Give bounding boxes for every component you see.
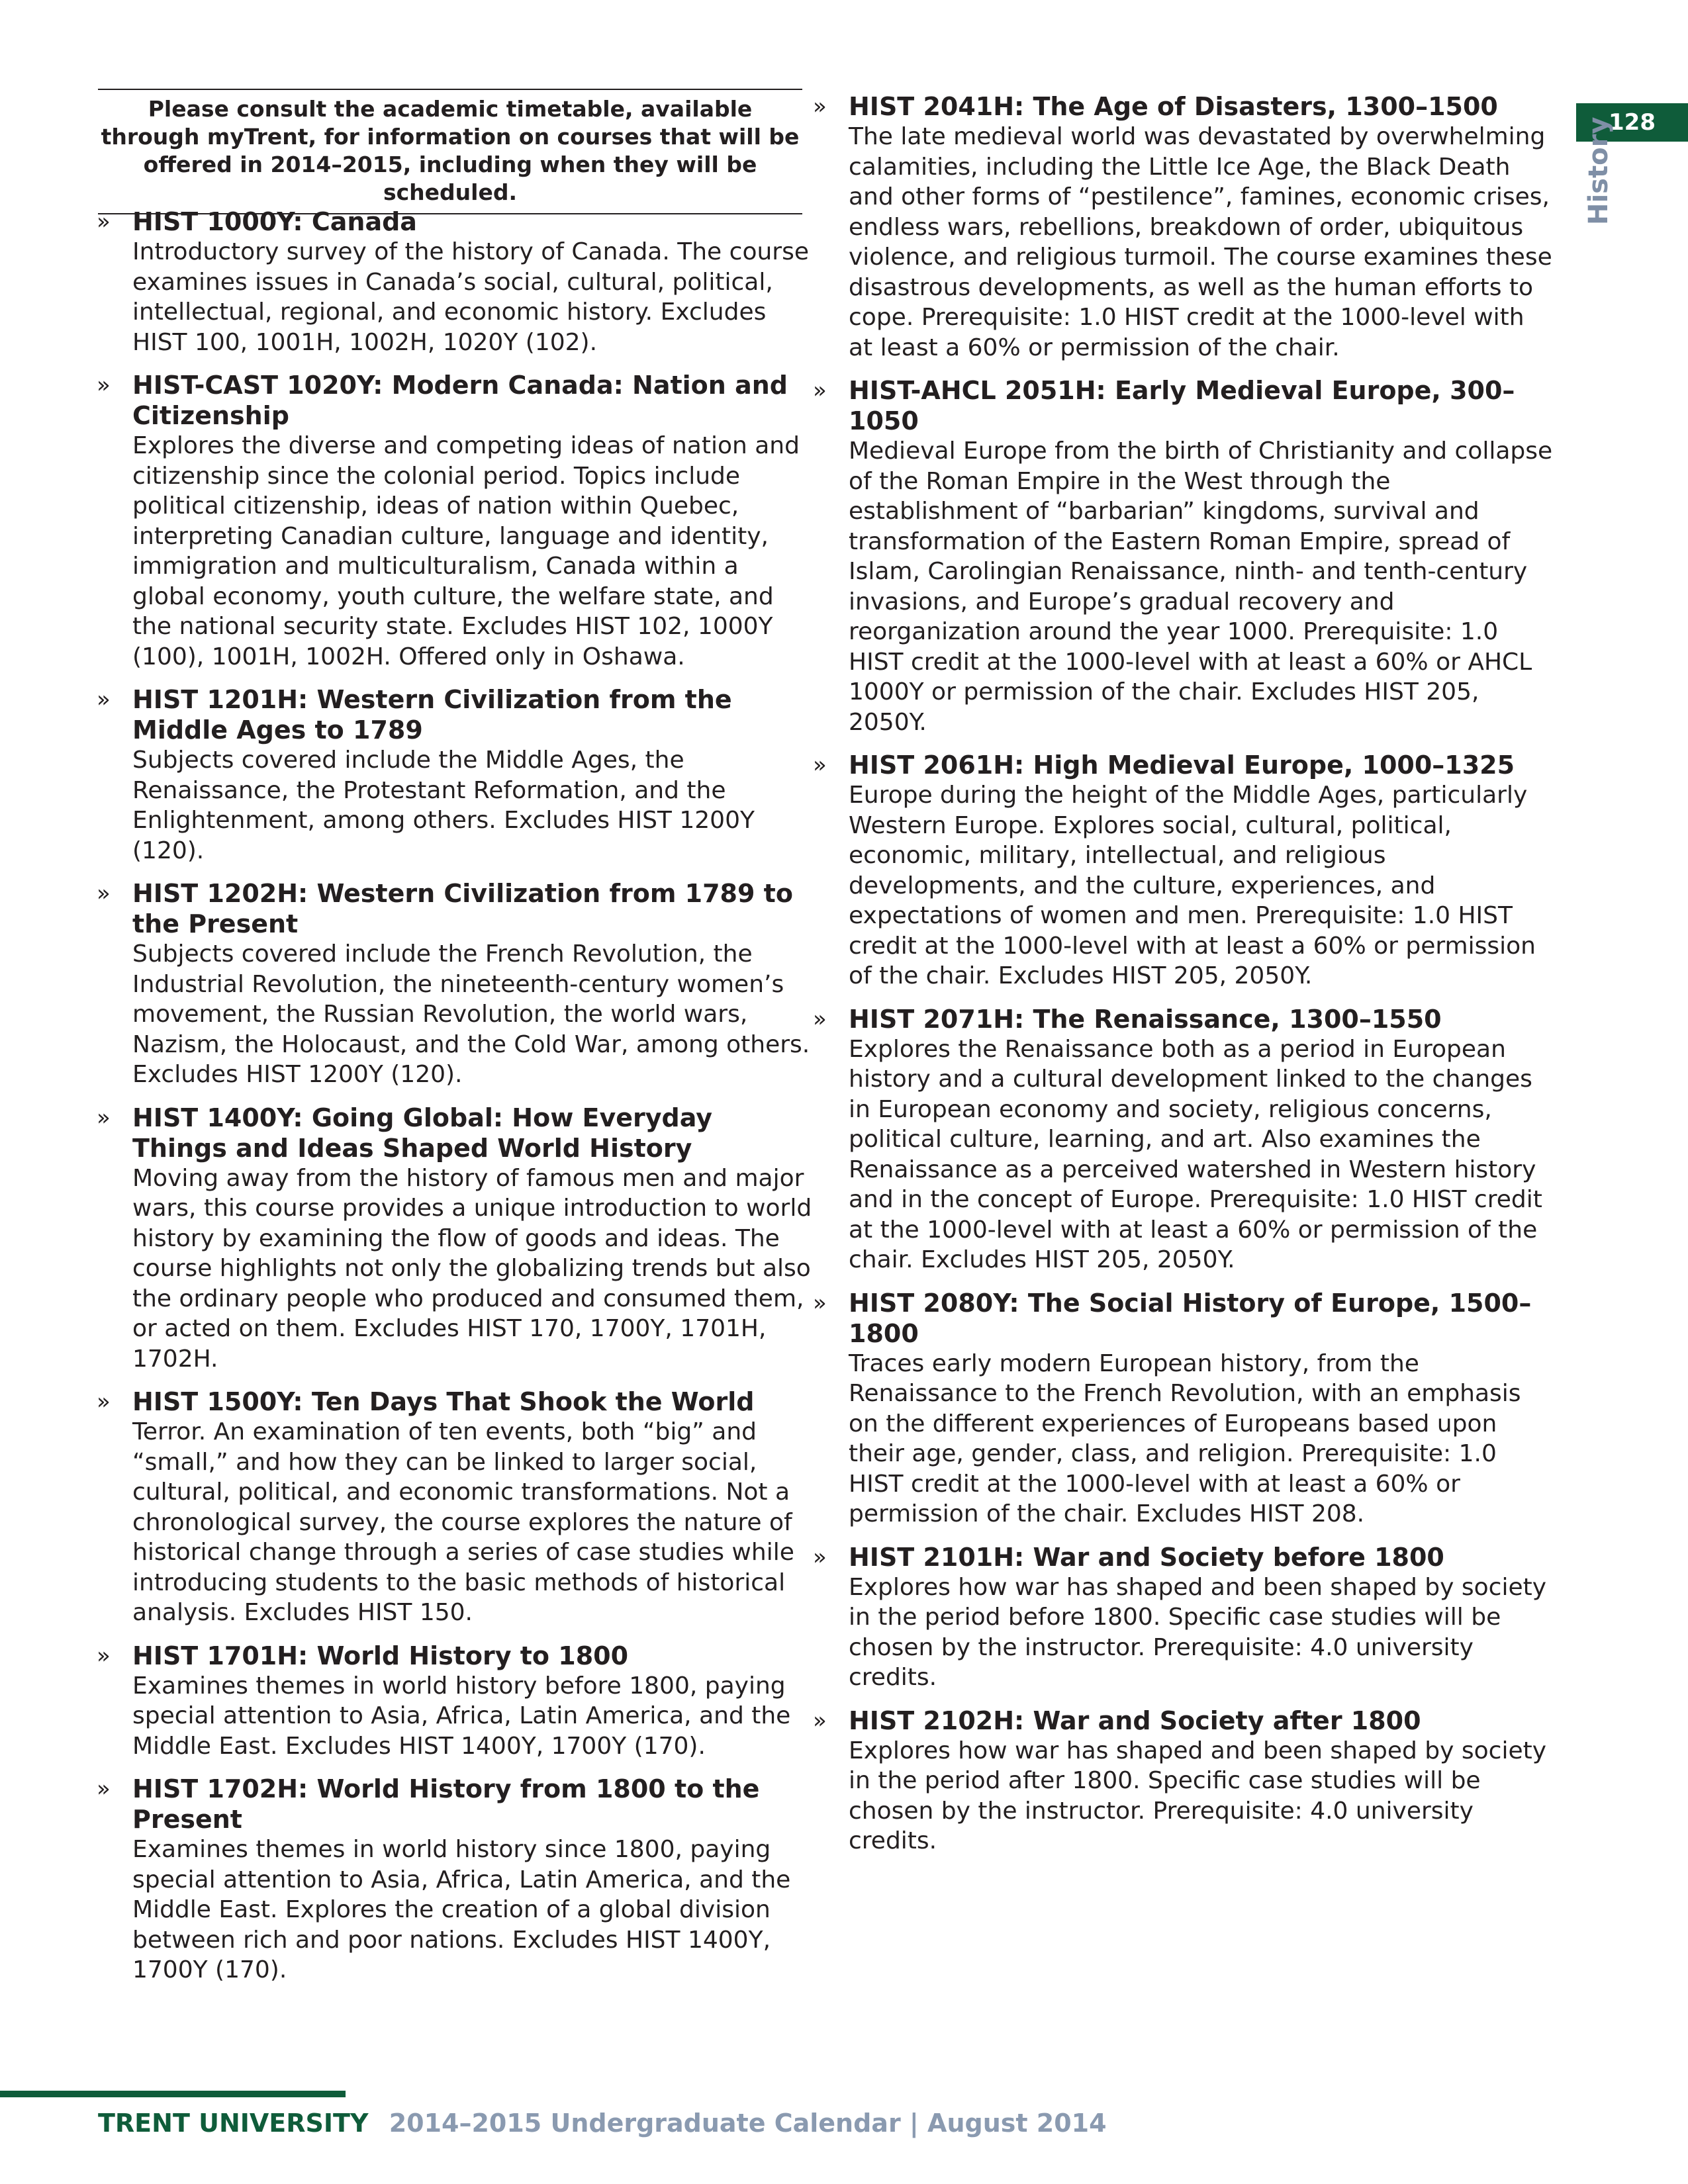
course-description: Europe during the height of the Middle Ages, particularly Western Europe. Explores social, cultural, political, economic, military, intellectual, and religious developments, and the culture, experiences, and expectations of women and men. Prerequisite: 1.0 HIST credit at the 1000-level with at least a 60% or permission of the chair. Excludes HIST 205, 2050Y. — [849, 782, 1536, 989]
course-description: Terror. An examination of ten events, both “big” and “small,” and how they can be linked to larger social, cultural, political, and economic transformations. Not a chronological survey, the course explores the nature of historical change through a series of case studies while introducing students to the basic methods of historical analysis. Excludes HIST 150. — [132, 1418, 794, 1626]
course-description: Introductory survey of the history of Canada. The course examines issues in Canada’s social, cultural, political, intellectual, regional, and economic history. Excludes HIST 100, 1001H, 1002H, 1020Y (102). — [132, 238, 809, 356]
course-entry — [813, 1542, 1556, 1693]
right-column — [813, 91, 1556, 1869]
bullet-marker: » — [813, 93, 827, 120]
course-entry — [97, 1774, 814, 1985]
course-description: Explores how war has shaped and been shaped by society in the period after 1800. Specific case studies will be chosen by the instructor. Prerequisite: 4.0 university credits. — [849, 1737, 1547, 1854]
course-title: HIST 1500Y: Ten Days That Shook the World — [132, 1387, 755, 1416]
bullet-marker: » — [97, 1388, 111, 1415]
course-title: HIST 2041H: The Age of Disasters, 1300–1500 — [849, 92, 1498, 121]
course-description: Subjects covered include the French Revolution, the Industrial Revolution, the nineteenth-century women’s movement, the Russian Revolution, the world wars, Nazism, the Holocaust, and the Cold War, among others. Excludes HIST 1200Y (120). — [132, 940, 810, 1088]
course-description: Explores how war has shaped and been shaped by society in the period before 1800. Specific case studies will be chosen by the instructor. Prerequisite: 4.0 university credits. — [849, 1573, 1547, 1691]
course-entry — [813, 1004, 1556, 1275]
course-description: Explores the diverse and competing ideas of nation and citizenship since the colonial period. Topics include political citizenship, ideas of nation within Quebec, interpreting Canadian culture, language and identity, immigration and multiculturalism, Canada within a global economy, youth culture, the welfare state, and the national security state. Excludes HIST 102, 1000Y (100), 1001H, 1002H. Offered only in Oshawa. — [132, 432, 800, 670]
bullet-marker: » — [97, 1642, 111, 1669]
footer-university: TRENT UNIVERSITY — [98, 2109, 369, 2138]
course-description: Examines themes in world history before 1800, paying special attention to Asia, Africa, Latin America, and the Middle East. Excludes HIST 1400Y, 1700Y (170). — [132, 1672, 791, 1760]
course-description: The late medieval world was devastated by overwhelming calamities, including the Little Ice Age, the Black Death and other forms of “pestilence”, famines, economic crises, endless wars, rebellions, breakdown of order, ubiquitous violence, and religious turmoil. The course examines these disastrous developments, as well as the human efforts to cope. Prerequisite: 1.0 HIST credit at the 1000-level with at least a 60% or permission of the chair. — [849, 123, 1552, 361]
course-entry — [813, 750, 1556, 991]
course-title: HIST 2071H: The Renaissance, 1300–1550 — [849, 1004, 1442, 1034]
course-title: HIST 2101H: War and Society before 1800 — [849, 1542, 1444, 1572]
course-entry — [97, 1387, 814, 1628]
course-entry — [813, 375, 1556, 737]
course-title: HIST 2102H: War and Society after 1800 — [849, 1706, 1421, 1735]
course-title: HIST-CAST 1020Y: Modern Canada: Nation and Citizenship — [132, 371, 788, 430]
course-description: Moving away from the history of famous men and major wars, this course provides a unique introduction to world history by examining the flow of goods and ideas. The course highlights not only the globalizing trends but also the ordinary people who produced and consumed them, or acted on them. Excludes HIST 170, 1700Y, 1701H, 1702H. — [132, 1164, 812, 1373]
page-number: 128 — [1576, 103, 1688, 142]
bullet-marker: » — [97, 1776, 111, 1802]
left-column — [97, 206, 814, 1998]
course-title: HIST 1702H: World History from 1800 to the Present — [132, 1774, 760, 1834]
bullet-marker: » — [813, 1543, 827, 1570]
course-title: HIST 1701H: World History to 1800 — [132, 1641, 629, 1670]
course-description: Medieval Europe from the birth of Christianity and collapse of the Roman Empire in the West through the establishment of “barbarian” kingdoms, survival and transformation of the Eastern Roman Empire, spread of Islam, Carolingian Renaissance, ninth- and tenth-century invasions, and Europe’s gradual recovery and reorganization around the year 1000. Prerequisite: 1.0 HIST credit at the 1000-level with at least a 60% or AHCL 1000Y or permission of the chair. Excludes HIST 205, 2050Y. — [849, 437, 1553, 736]
course-title: HIST 1000Y: Canada — [132, 207, 417, 236]
course-entry — [97, 878, 814, 1090]
bullet-marker: » — [813, 1707, 827, 1734]
course-entry — [813, 91, 1556, 363]
course-entry — [97, 206, 814, 357]
course-title: HIST 1202H: Western Civilization from 1789 to the Present — [132, 879, 793, 938]
bullet-marker: » — [813, 1005, 827, 1032]
bullet-marker: » — [97, 1104, 111, 1131]
course-title: HIST 2061H: High Medieval Europe, 1000–1325 — [849, 751, 1515, 780]
bullet-marker: » — [97, 208, 111, 235]
course-description: Traces early modern European history, from the Renaissance to the French Revolution, with an emphasis on the different experiences of Europeans based upon their age, gender, class, and religion. Prerequisite: 1.0 HIST credit at the 1000-level with at least a 60% or permission of the chair. Excludes HIST 208. — [849, 1349, 1521, 1527]
bullet-marker: » — [813, 752, 827, 778]
bullet-marker: » — [813, 377, 827, 404]
course-description: Subjects covered include the Middle Ages, the Renaissance, the Protestant Reformation, and the Enlightenment, among others. Excludes HIST 1200Y (120). — [132, 747, 755, 864]
course-entry — [813, 1706, 1556, 1856]
timetable-notice: Please consult the academic timetable, available through myTrent, for information on courses that will be offered in 2014–2015, including when they will be scheduled. — [98, 89, 802, 214]
course-description: Explores the Renaissance both as a period in European history and a cultural development linked to the changes in European economy and society, religious concerns, political culture, learning, and art. Also examines the Renaissance as a perceived watershed in Western history and in the concept of Europe. Prerequisite: 1.0 HIST credit at the 1000-level with at least a 60% or permission of the chair. Excludes HIST 205, 2050Y. — [849, 1035, 1542, 1273]
course-entry — [97, 684, 814, 866]
course-entry — [97, 370, 814, 672]
bullet-marker: » — [97, 686, 111, 713]
course-title: HIST 1201H: Western Civilization from the Middle Ages to 1789 — [132, 685, 732, 745]
section-label: History — [1583, 116, 1614, 225]
course-description: Examines themes in world history since 1800, paying special attention to Asia, Africa, Latin America, and the Middle East. Explores the creation of a global division between rich and poor nations. Excludes HIST 1400Y, 1700Y (170). — [132, 1836, 791, 1983]
footer — [98, 2109, 1107, 2138]
footer-rule — [0, 2091, 346, 2097]
footer-calendar-info: 2014–2015 Undergraduate Calendar | August 2014 — [389, 2109, 1107, 2138]
bullet-marker: » — [97, 880, 111, 907]
course-title: HIST 1400Y: Going Global: How Everyday Things and Ideas Shaped World History — [132, 1103, 712, 1163]
bullet-marker: » — [813, 1289, 827, 1316]
bullet-marker: » — [97, 372, 111, 398]
course-entry — [97, 1103, 814, 1375]
course-title: HIST 2080Y: The Social History of Europe, 1500–1800 — [849, 1288, 1532, 1348]
course-title: HIST-AHCL 2051H: Early Medieval Europe, 300–1050 — [849, 376, 1515, 435]
course-entry — [813, 1288, 1556, 1529]
course-entry — [97, 1641, 814, 1762]
